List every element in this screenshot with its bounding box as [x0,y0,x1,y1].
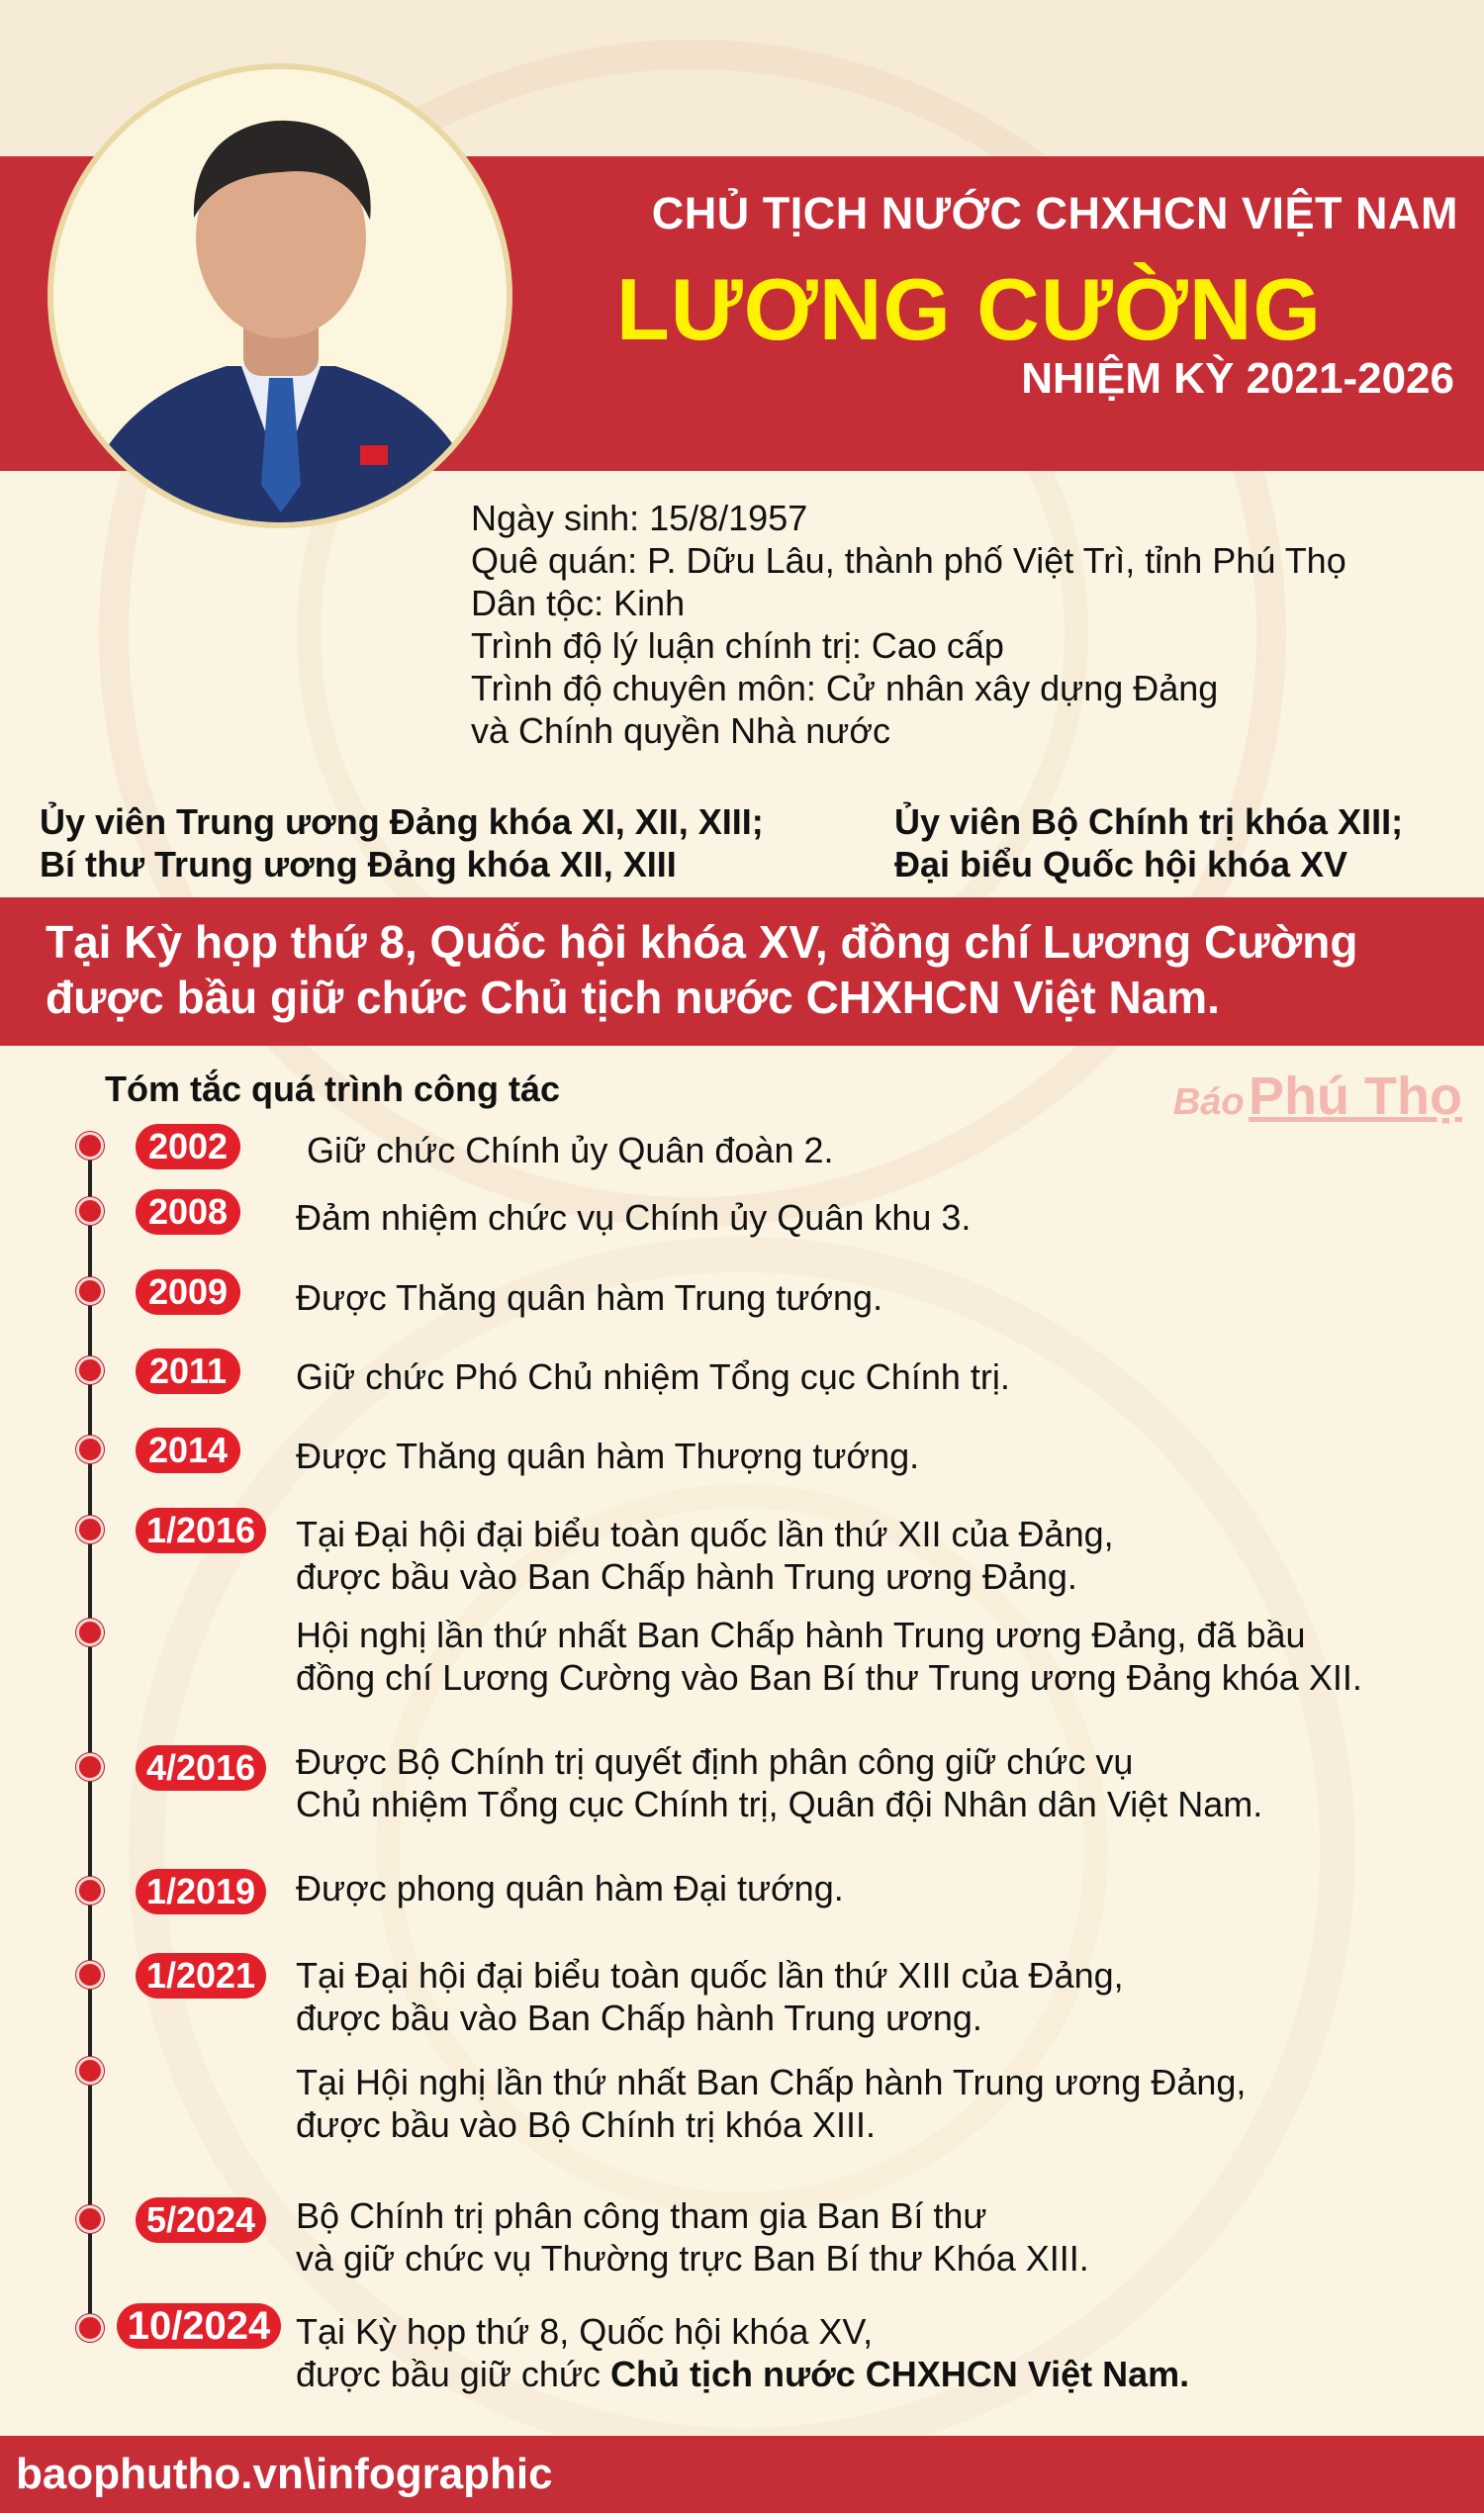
timeline-event-text [296,1614,1362,1699]
event-line-text: Tại Kỳ họp thứ 8, Quốc hội khóa XV, [296,2311,874,2352]
newspaper-watermark [1173,1066,1462,1127]
watermark-big: Phú Thọ [1249,1067,1462,1126]
announcement-line: Tại Kỳ họp thứ 8, Quốc hội khóa XV, đồng chí Lương Cường [46,916,1358,968]
supertitle: CHỦ TỊCH NƯỚC CHXHCN VIỆT NAM [651,188,1458,238]
role-line: Ủy viên Bộ Chính trị khóa XIII; [894,801,1404,842]
year-badge: 1/2019 [136,1869,266,1914]
event-line [296,2310,1189,2353]
event-line-text: được bầu vào Ban Chấp hành Trung ương. [296,1998,982,2038]
event-line-text: Giữ chức Phó Chủ nhiệm Tổng cục Chính trị. [296,1356,1010,1397]
event-line [296,1656,1362,1699]
event-line [296,1867,844,1909]
event-line [307,1129,834,1171]
roles-left [40,800,764,885]
watermark-small: Báo [1172,1081,1245,1123]
year-badge: 5/2024 [136,2197,266,2243]
timeline-dot [76,1436,104,1463]
event-line [296,1435,919,1477]
event-line-text: Được Thăng quân hàm Thượng tướng. [296,1436,920,1476]
timeline-dot [76,2057,104,2085]
timeline-event-text [296,1954,1124,2039]
event-line-text: đồng chí Lương Cường vào Ban Bí thư Trung ương Đảng khóa XII. [296,1657,1362,1698]
timeline-event-text [296,1196,971,1239]
event-line-text: Hội nghị lần thứ nhất Ban Chấp hành Trung ương Đảng, đã bầu [296,1615,1306,1655]
event-line-text: được bầu vào Ban Chấp hành Trung ương Đảng. [296,1556,1077,1597]
role-line: Ủy viên Trung ương Đảng khóa XI, XII, XIII; [40,801,764,842]
timeline-event-text [296,1435,919,1477]
bio-ethnicity: Dân tộc: Kinh [471,583,686,623]
year-badge: 10/2024 [117,2303,281,2349]
event-line-text: Tại Đại hội đại biểu toàn quốc lần thứ XII của Đảng, [296,1514,1114,1554]
event-line-text: Được phong quân hàm Đại tướng. [296,1868,844,1908]
year-badge: 2002 [136,1124,240,1169]
timeline-dot [76,1516,104,1543]
timeline-dot [76,2205,104,2233]
year-badge: 2014 [136,1428,240,1473]
year-badge: 2011 [136,1349,240,1394]
event-line-text: Bộ Chính trị phân công tham gia Ban Bí thư [296,2195,987,2236]
timeline-title: Tóm tắc quá trình công tác [105,1069,561,1109]
role-line: Bí thư Trung ương Đảng khóa XII, XIII [40,844,677,884]
timeline-event-text [296,2310,1189,2395]
person-name: LƯƠNG CƯỜNG [616,260,1322,358]
year-badge: 2009 [136,1269,240,1315]
event-line [296,2103,1246,2146]
event-line-text: Chủ nhiệm Tổng cục Chính trị, Quân đội Nhân dân Việt Nam. [296,1784,1263,1824]
year-badge: 2008 [136,1189,240,1235]
event-line-text: Đảm nhiệm chức vụ Chính ủy Quân khu 3. [296,1197,972,1238]
event-line [296,2194,1089,2237]
event-line-text: và giữ chức vụ Thường trực Ban Bí thư Khóa XIII. [296,2238,1089,2279]
timeline-dot [76,1753,104,1781]
timeline-dot [76,2314,104,2342]
timeline-dot [76,1197,104,1225]
bio-block [471,497,1346,752]
announcement-line: được bầu giữ chức Chủ tịch nước CHXHCN Việt Nam. [46,972,1220,1023]
timeline-dot [76,1132,104,1160]
year-badge: 1/2016 [136,1508,266,1553]
event-line [296,1740,1262,1783]
timeline-event-text [296,1513,1114,1598]
bio-birthdate: Ngày sinh: 15/8/1957 [471,498,808,538]
event-line [296,1555,1114,1598]
event-emphasis: Chủ tịch nước CHXHCN Việt Nam. [610,2354,1190,2394]
event-line [296,1954,1124,1997]
term-label: NHIỆM KỲ 2021-2026 [1021,354,1454,403]
event-line [296,1783,1262,1825]
bio-professional-level-cont: và Chính quyền Nhà nước [471,710,890,751]
event-line-text: Tại Đại hội đại biểu toàn quốc lần thứ XIII của Đảng, [296,1955,1124,1996]
event-line [296,1355,1010,1398]
event-line-text: được bầu giữ chức [296,2354,611,2394]
timeline-event-text [296,1276,882,1319]
event-line [296,2237,1089,2280]
timeline-dot [76,1619,104,1646]
timeline-event-text [296,1867,844,1909]
timeline-event-text [296,1740,1262,1825]
event-line-text: Được Thăng quân hàm Trung tướng. [296,1277,883,1318]
announcement-banner [0,897,1484,1046]
event-line-text: Được Bộ Chính trị quyết định phân công giữ chức vụ [296,1741,1134,1782]
event-line [296,1196,971,1239]
event-line [296,1276,882,1319]
footer-url: baophutho.vn\infographic [0,2436,1484,2513]
timeline-event-text [296,2194,1089,2280]
timeline-dot [76,1877,104,1905]
timeline-line [88,1138,92,2330]
role-line: Đại biểu Quốc hội khóa XV [894,844,1348,884]
bio-political-level: Trình độ lý luận chính trị: Cao cấp [471,625,1004,666]
timeline-event-text [296,2061,1246,2146]
event-line-text: Tại Hội nghị lần thứ nhất Ban Chấp hành Trung ương Đảng, [296,2062,1247,2102]
portrait-photo [47,63,512,528]
timeline-dot [76,1277,104,1305]
event-line-text: được bầu vào Bộ Chính trị khóa XIII. [296,2104,877,2145]
bio-professional-level: Trình độ chuyên môn: Cử nhân xây dựng Đảng [471,668,1219,708]
roles-right [894,800,1403,885]
event-line [296,1513,1114,1555]
event-line [296,1997,1124,2039]
event-line [296,2061,1246,2103]
event-line [296,2353,1189,2395]
timeline-event-text [296,1355,1010,1398]
event-line-text: Giữ chức Chính ủy Quân đoàn 2. [307,1130,834,1170]
timeline-event-text [307,1129,834,1171]
year-badge: 4/2016 [136,1745,266,1791]
bio-hometown: Quê quán: P. Dữu Lâu, thành phố Việt Trì, tỉnh Phú Thọ [471,540,1346,581]
person-silhouette-icon [53,69,509,524]
year-badge: 1/2021 [136,1953,266,1999]
timeline-dot [76,1356,104,1384]
timeline-dot [76,1961,104,1989]
event-line [296,1614,1362,1656]
